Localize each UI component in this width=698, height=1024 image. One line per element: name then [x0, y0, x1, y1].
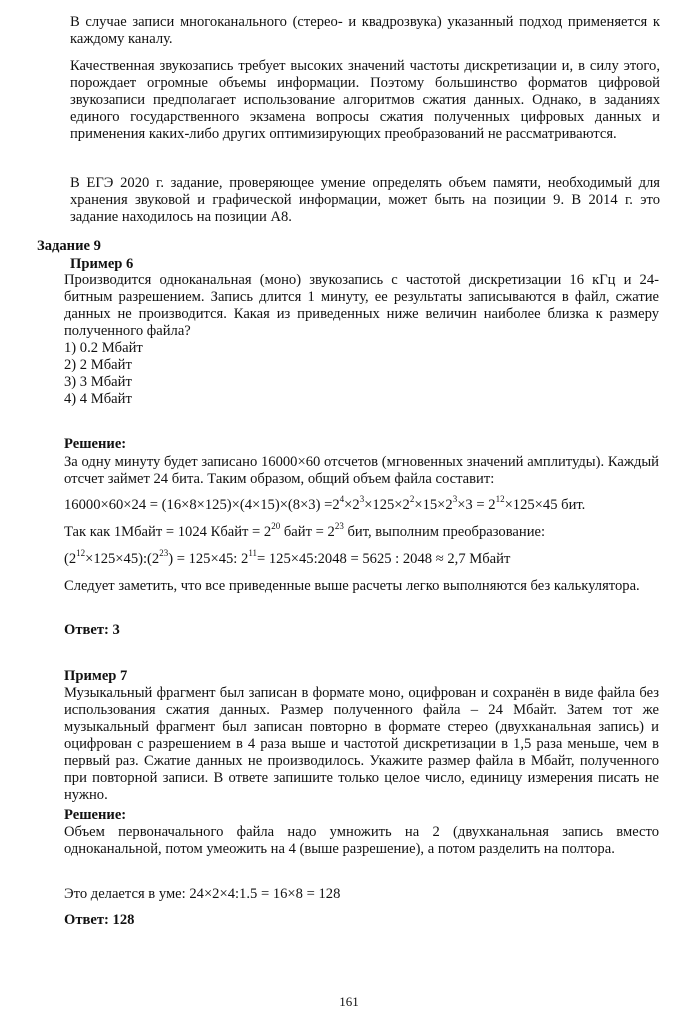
example7-solution-text: Объем первоначального файла надо умножить на 2 (двухканальная запись вместо одноканальной, потом умеожить на 4 (выше разрешение), а потом разделить на полтора.	[64, 824, 659, 857]
formula-result: $(2^{12}\times 125\times 45):(2^{23}) = 125\times 45$: $2^{11}=$ 125×45:2048 = 5625 : 2048 ≈ 2,7 Мбайт	[64, 548, 511, 567]
option-2: 2) 2 Мбайт	[64, 357, 132, 373]
intro-paragraph-3: В ЕГЭ 2020 г. задание, проверяющее умение определять объем памяти, необходимый для хранения звуковой и графической информации, может быть на позиции 9. В 2014 г. это задание находилось на позиции А8.	[70, 175, 660, 225]
intro-paragraph-1: В случае записи многоканального (стерео- и квадрозвука) указанный подход применяется к каждому каналу.	[70, 14, 660, 47]
example6-note: Следует заметить, что все приведенные выше расчеты легко выполняются без калькулятора.	[64, 578, 640, 594]
intro-paragraph-2: Качественная звукозапись требует высоких значений частоты дискретизации и, в силу этого, порождает огромные объемы информации. Поэтому большинство форматов цифровой звукозаписи предполагает использование алгоритмов сжатия данных. Однако, в заданиях единого государственного экзамена вопросы сжатия полученных цифровых данных и применения каких-либо других оптимизирующих преобразований не рассматриваются.	[70, 58, 660, 142]
formula-volume: $16000\times 60\times 24 = (16\times 8\times 125)\times(4\times 15)\times(8\times 3) =2^4\times 2^3\times 125\times 2^2\times 15\times 2^3\times 3 = 2^{12}\times 125\times 45$ бит.	[64, 494, 586, 513]
example6-answer: Ответ: 3	[64, 622, 120, 638]
example7-solution-label: Решение:	[64, 807, 127, 823]
example6-heading: Пример 6	[70, 256, 134, 272]
example6-options	[64, 340, 143, 408]
example7-calculation: Это делается в уме: 24×2×4:1.5 = 16×8 = 128	[64, 886, 341, 902]
example7-question: Музыкальный фрагмент был записан в формате моно, оцифрован и сохранён в виде файла без использования сжатия данных. Размер полученного файла – 24 Мбайт. Затем тот же музыкальный фрагмент был записан повторно в формате стерео (двухканальная запись) и оцифрован с разрешением в 4 раза выше и частотой дискретизации в 1,5 раза меньше, чем в первый раз. Сжатие данных не производилось. Укажите размер файла в Мбайт, полученного при повторной записи. В ответе запишите только целое число, единицу измерения писать не нужно.	[64, 685, 659, 803]
example7-heading: Пример 7	[64, 668, 128, 684]
page-number: 161	[339, 994, 359, 1009]
example6-question: Производится одноканальная (моно) звукозапись с частотой дискретизации 16 кГц и 24-битным разрешением. Запись длится 1 минуту, ее результаты записываются в файл, сжатие данных не производится. Какая из приведенных ниже величин наиболее близка к размеру полученного файла?	[64, 272, 659, 339]
option-3: 3) 3 Мбайт	[64, 374, 132, 390]
example6-solution-label: Решение:	[64, 436, 127, 452]
formula-megabyte: Так как 1Мбайт = 1024 Кбайт = $2^{20}$ байт = $2^{23}$ бит, выполним преобразование:	[64, 521, 546, 540]
option-1: 1) 0.2 Мбайт	[64, 340, 143, 356]
example6-solution-text: За одну минуту будет записано 16000×60 отсчетов (мгновенных значений амплитуды). Каждый отсчет займет 24 бита. Таким образом, общий объем файла составит:	[64, 454, 659, 487]
option-4: 4) 4 Мбайт	[64, 391, 132, 407]
task-heading: Задание 9	[37, 238, 101, 254]
example7-answer: Ответ: 128	[64, 912, 135, 928]
